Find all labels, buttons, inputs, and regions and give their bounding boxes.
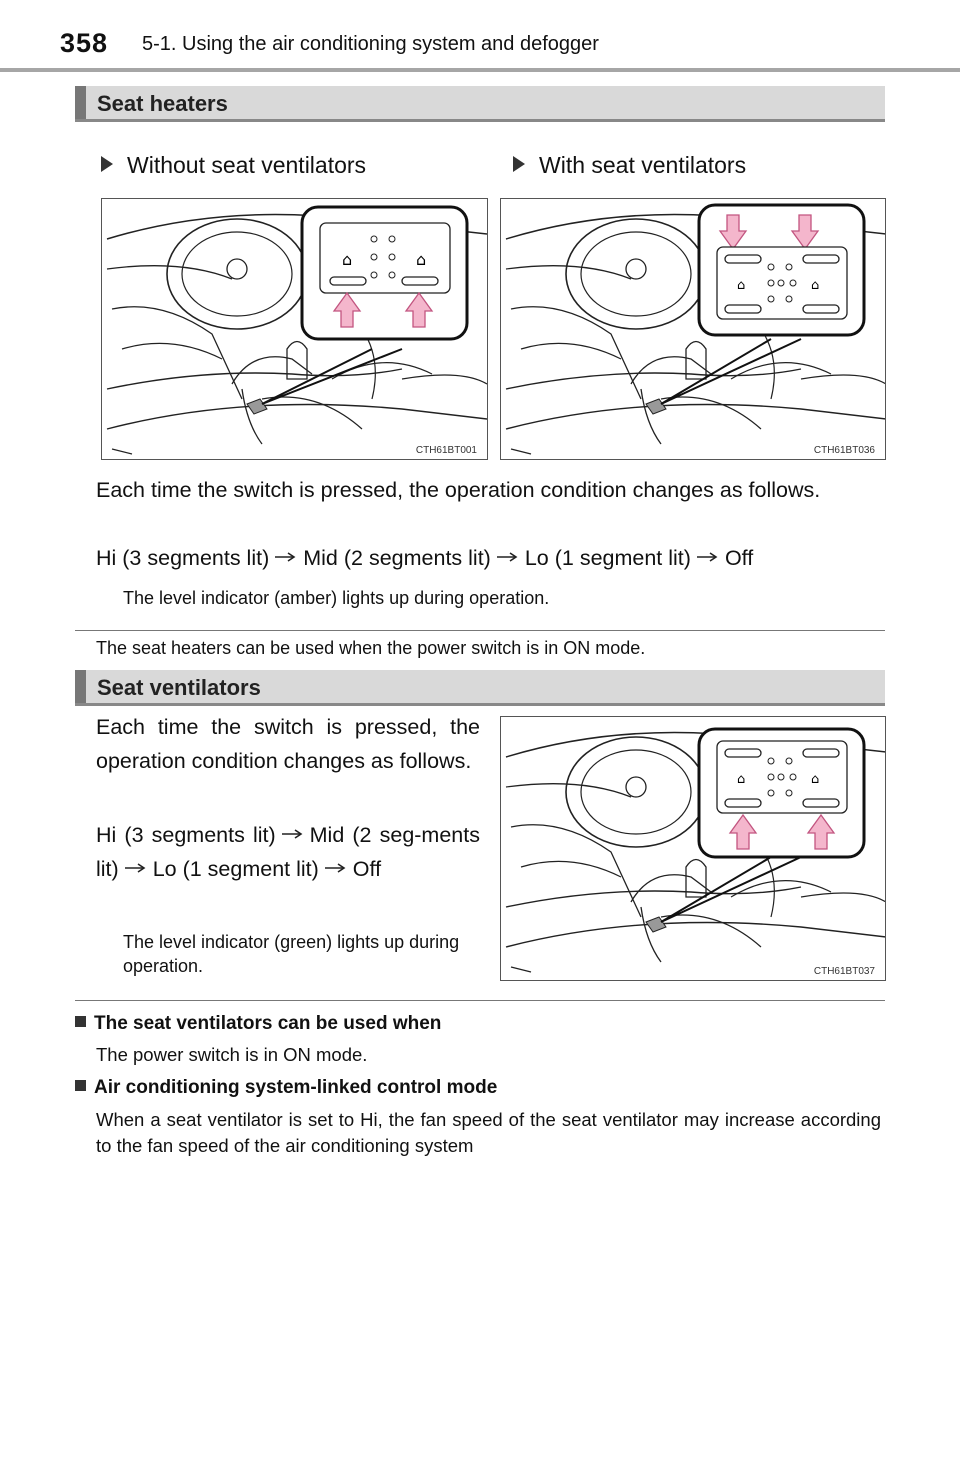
section-accent [75, 670, 86, 703]
seat-heater-illustration [102, 199, 488, 460]
section-accent [75, 86, 86, 119]
seat-heater-indicator-note: The level indicator (amber) lights up during operation. [123, 588, 550, 608]
page-number: 358 [60, 28, 109, 58]
seat-ventilator-indicator-note: The level indicator (green) lights up during operation. [123, 932, 460, 976]
section-bar-seat-ventilators [75, 670, 885, 706]
figure-caption-without-ventilators: Without seat ventilators [101, 152, 366, 179]
chapter-title: 5-1. Using the air conditioning system and defogger [142, 33, 599, 55]
right-arrow-icon [275, 551, 297, 563]
seat-ventilator-sequence: Hi (3 segments lit) Mid (2 seg-ments lit) Lo (1 segment lit) Off [96, 823, 480, 881]
square-bullet-icon [75, 1080, 86, 1091]
svg-text:⌂: ⌂ [416, 250, 427, 269]
section-bar-seat-heaters [75, 86, 885, 122]
seat-ventilator-illustration [501, 717, 886, 981]
right-arrow-icon [125, 862, 147, 874]
figure-caption-with-ventilators: With seat ventilators [513, 152, 746, 179]
right-arrow-icon [282, 828, 304, 840]
right-arrow-icon [325, 862, 347, 874]
info-text-ventilators-usable: The power switch is in ON mode. [96, 1044, 368, 1065]
figure-seat-heater-switch [101, 198, 488, 460]
svg-text:⌂: ⌂ [342, 250, 353, 269]
svg-text:⌂: ⌂ [737, 278, 746, 293]
triangle-bullet-icon [513, 156, 525, 172]
right-arrow-icon [697, 551, 719, 563]
figure-code: CTH61BT037 [813, 966, 875, 977]
figure-seat-ventilator-switch [500, 716, 886, 981]
header-rule [0, 68, 960, 72]
triangle-bullet-icon [101, 156, 113, 172]
svg-text:⌂: ⌂ [811, 772, 820, 787]
seat-ventilator-intro: Each time the switch is pressed, the operation condition changes as follows. [96, 715, 480, 773]
svg-text:⌂: ⌂ [811, 278, 820, 293]
info-text-linked-control: When a seat ventilator is set to Hi, the fan speed of the seat ventilator may increase according to the fan speed of the air conditioning system [96, 1109, 881, 1156]
svg-text:⌂: ⌂ [737, 772, 746, 787]
section-title: Seat ventilators [97, 675, 261, 700]
divider [75, 1000, 885, 1001]
info-heading-linked-control: Air conditioning system-linked control mode [75, 1077, 497, 1099]
seat-heater-sequence: Hi (3 segments lit) Mid (2 segments lit) Lo (1 segment lit) Off [96, 546, 754, 570]
seat-heater-ventilator-illustration [501, 199, 886, 460]
figure-code: CTH61BT001 [415, 445, 477, 456]
divider [75, 630, 885, 631]
seat-heater-footnote: The seat heaters can be used when the power switch is in ON mode. [96, 638, 646, 658]
figure-code: CTH61BT036 [813, 445, 875, 456]
info-heading-ventilators-usable: The seat ventilators can be used when [75, 1013, 441, 1035]
page-header [0, 0, 960, 72]
right-arrow-icon [497, 551, 519, 563]
section-title: Seat heaters [97, 91, 228, 116]
square-bullet-icon [75, 1016, 86, 1027]
figure-seat-heater-ventilator-switch [500, 198, 886, 460]
seat-heater-intro: Each time the switch is pressed, the operation condition changes as follows. [96, 478, 821, 502]
